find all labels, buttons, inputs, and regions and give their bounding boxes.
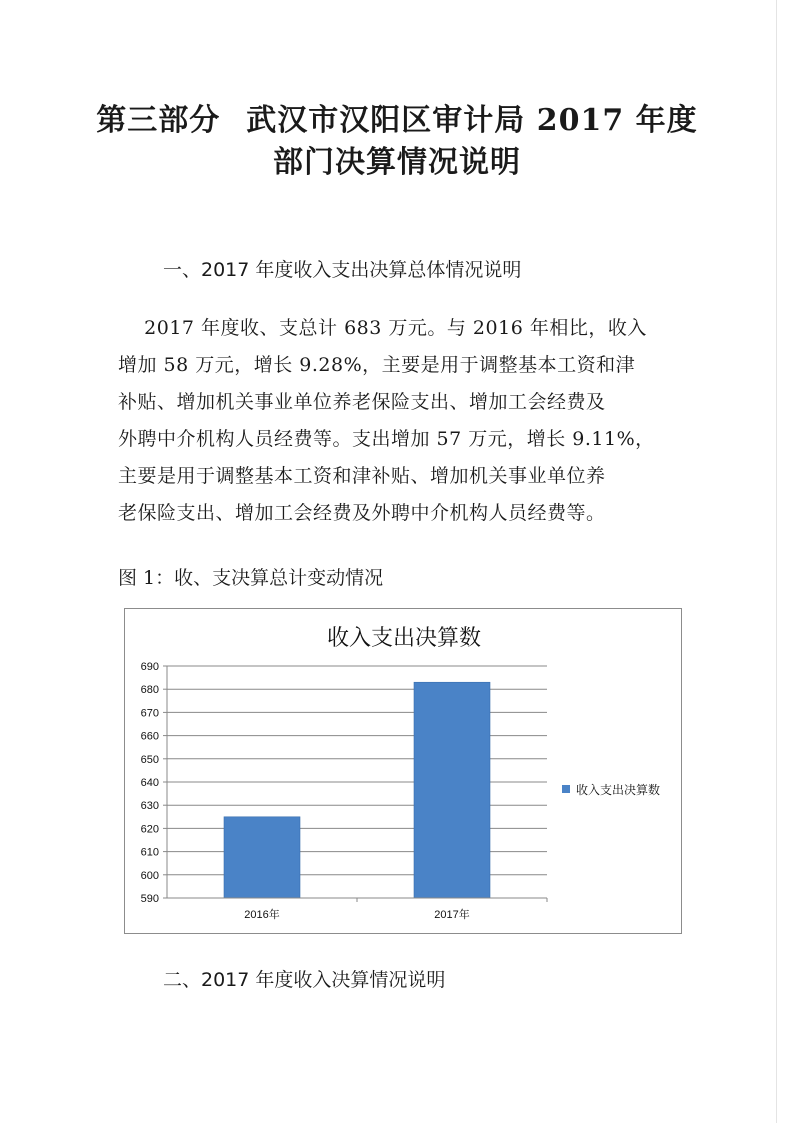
chart-title: 收入支出决算数 bbox=[326, 626, 482, 651]
bar-chart bbox=[124, 608, 682, 934]
paragraph-line: 2017 年度收、支总计 683 万元。与 2016 年相比，收入 bbox=[118, 317, 647, 339]
y-tick-label: 670 bbox=[140, 707, 159, 720]
paragraph-line: 外聘中介机构人员经费等。支出增加 57 万元，增长 9.11%， bbox=[118, 428, 655, 450]
chart-canvas bbox=[125, 609, 683, 935]
chart-legend bbox=[562, 782, 660, 797]
paragraph-line: 补贴、增加机关事业单位养老保险支出、增加工会经费及 bbox=[118, 391, 606, 413]
y-tick-label: 660 bbox=[140, 730, 159, 743]
title-org-year: 武汉市汉阳区审计局 2017 年度 bbox=[246, 103, 698, 138]
bar bbox=[414, 682, 490, 898]
title-part-label: 第三部分 bbox=[96, 103, 221, 138]
y-tick-label: 680 bbox=[140, 684, 159, 697]
page-title-line-2: 部门决算情况说明 bbox=[273, 145, 521, 180]
section-1-heading: 一、2017 年度收入支出决算总体情况说明 bbox=[163, 259, 522, 281]
section-2-heading: 二、2017 年度收入决算情况说明 bbox=[163, 969, 446, 991]
y-tick-label: 690 bbox=[140, 661, 159, 673]
paragraph-line: 主要是用于调整基本工资和津补贴、增加机关事业单位养 bbox=[118, 465, 606, 487]
y-tick-label: 590 bbox=[140, 893, 159, 905]
paragraph-line: 增加 58 万元，增长 9.28%，主要是用于调整基本工资和津 bbox=[118, 354, 636, 376]
x-tick-label: 2016年 bbox=[244, 909, 280, 921]
chart-bars bbox=[224, 682, 490, 898]
y-tick-label: 610 bbox=[140, 846, 159, 859]
page-title-line-1 bbox=[0, 101, 794, 141]
legend-swatch bbox=[562, 785, 570, 793]
paragraph-line: 老保险支出、增加工会经费及外聘中介机构人员经费等。 bbox=[118, 502, 606, 524]
y-tick-label: 630 bbox=[140, 800, 159, 813]
legend-label: 收入支出决算数 bbox=[576, 783, 661, 797]
y-tick-label: 620 bbox=[140, 823, 159, 836]
bar bbox=[224, 817, 300, 898]
y-tick-label: 650 bbox=[140, 753, 159, 766]
y-tick-label: 600 bbox=[140, 869, 159, 882]
x-tick-label: 2017年 bbox=[434, 909, 470, 921]
figure-caption: 图 1：收、支决算总计变动情况 bbox=[118, 567, 384, 589]
y-tick-label: 640 bbox=[140, 777, 159, 789]
